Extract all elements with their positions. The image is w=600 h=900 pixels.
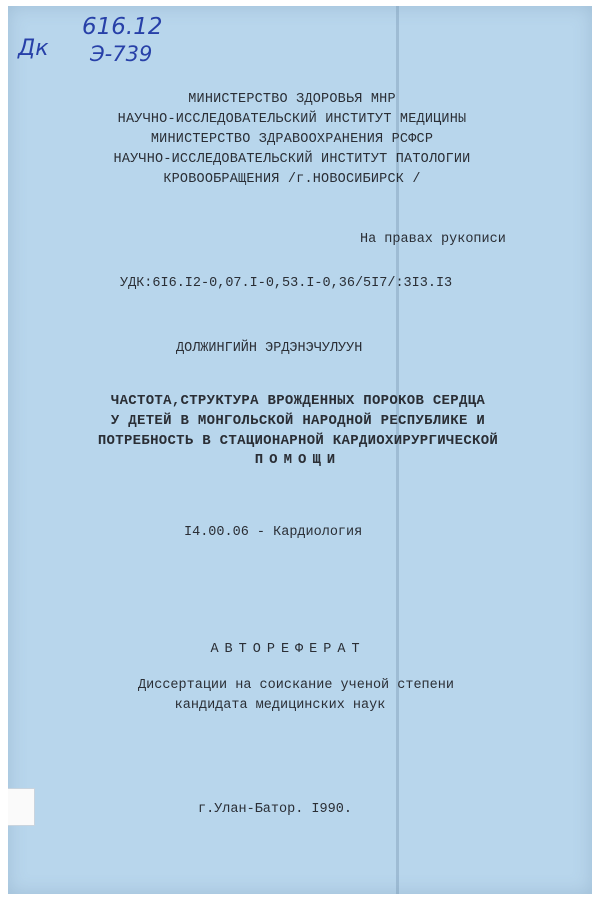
purpose-line-1: Диссертации на соискание ученой степени — [138, 678, 454, 693]
place-year: г.Улан-Батор. I990. — [198, 802, 352, 817]
institution-line-2: НАУЧНО-ИССЛЕДОВАТЕЛЬСКИЙ ИНСТИТУТ МЕДИЦИНЫ — [117, 112, 467, 127]
title-line-3: ПОТРЕБНОСТЬ В СТАЦИОНАРНОЙ КАРДИОХИРУРГИЧЕСКОЙ — [97, 433, 499, 449]
catalog-code-1: 616.12 — [82, 14, 163, 40]
document-page — [8, 6, 592, 894]
specialty: I4.00.06 - Кардиология — [184, 525, 363, 540]
catalog-code-2: Э-739 — [90, 42, 153, 66]
catalog-prefix: Дк — [18, 36, 49, 61]
title-line-1: ЧАСТОТА,СТРУКТУРА ВРОЖДЕННЫХ ПОРОКОВ СЕРДЦА — [110, 393, 486, 409]
document-type: АВТОРЕФЕРАТ — [210, 642, 366, 657]
institution-line-5: КРОВООБРАЩЕНИЯ /г.НОВОСИБИРСК / — [163, 172, 421, 187]
paper-tab — [8, 788, 35, 826]
purpose-line-2: кандидата медицинских наук — [174, 698, 386, 713]
title-line-4: ПОМОЩИ — [254, 452, 342, 468]
manuscript-rights: На правах рукописи — [360, 232, 506, 247]
author-name: ДОЛЖИНГИЙН ЭРДЭНЭЧУЛУУН — [176, 341, 363, 356]
institution-line-1: МИНИСТЕРСТВО ЗДОРОВЬЯ МНР — [188, 92, 396, 107]
institution-line-3: МИНИСТЕРСТВО ЗДРАВООХРАНЕНИЯ РСФСР — [150, 132, 434, 147]
institution-line-4: НАУЧНО-ИССЛЕДОВАТЕЛЬСКИЙ ИНСТИТУТ ПАТОЛОГИИ — [113, 152, 471, 167]
udk-code: УДК:6I6.I2-0,07.I-0,53.I-0,36/5I7/:3I3.I3 — [120, 276, 453, 291]
title-line-2: У ДЕТЕЙ В МОНГОЛЬСКОЙ НАРОДНОЙ РЕСПУБЛИКЕ И — [110, 413, 486, 429]
